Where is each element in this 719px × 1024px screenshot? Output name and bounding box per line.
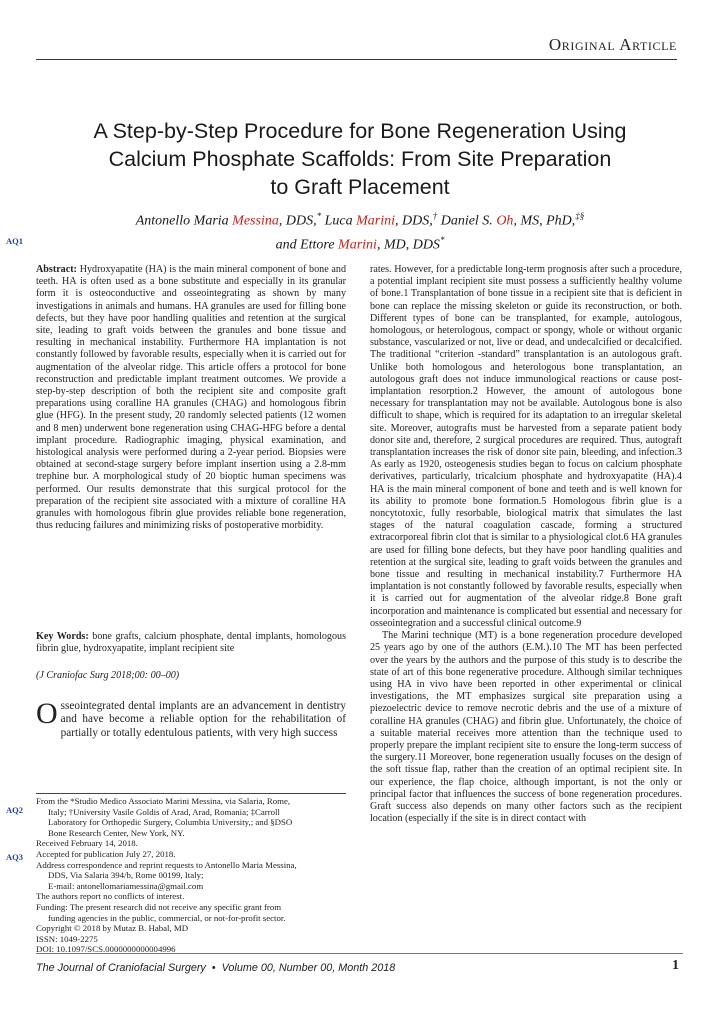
author-given: and Ettore — [275, 237, 339, 253]
keywords — [36, 631, 346, 655]
title-line: to Graft Placement — [270, 175, 450, 199]
footnote-line: funding agencies in the public, commercial, or not-for-profit sector. — [48, 912, 286, 923]
footnote-line: Funding: The present research did not receive any specific grant from — [36, 901, 282, 912]
footnote-doi[interactable]: DOI: 10.1097/SCS.0000000000004996 — [36, 944, 176, 955]
page-number: 1 — [672, 958, 679, 973]
footer-rule — [36, 953, 683, 954]
body-paragraph: rates. However, for a predictable long-term prognosis after such a procedure, a potential implant recipient site must possess a sufficiently healthy volume of bone.1 Transplantation of bone tissue in a recipient site that is deficient in bone can replace the missing skeleton or guide its reconstruction, or both. Different types of bone can be transplanted, for example, autologous, homologous, or heterologous, compact or spongy, whole or without organic substance, vascularized or not, live or dead, and undecalcified or decalcified. The traditional “criterion -standard” transplantation is an autologous graft. Unlike both homologous and heterologous bone transplantation, an autologous graft does not induce immunological reactions or cause post-implantation resorption.2 However, the amount of autologous bone necessary for transplantation may not be available. Autologous bone is also difficult to shape, which is required for its adaptation to an irregular skeletal site. Moreover, autografts must be harvested from a separate patient body donor site and, therefore, 2 surgical procedures are required. Thus, autograft transplantation increases the risk of donor site pain, bleeding, and infection.3 As early as 1920, osteogenesis studies began to focus on calcium phosphate derivatives, particularly, tricalcium phosphate and hydroxyapatite (HA).4 HA is the main mineral component of bone and teeth and is well known for its ability to promote bone formation.5 Homologous fibrin glue is a noncytotoxic, fully resorbable, biological matrix that simulates the last stages of the natural coagulation cascade, forming a structured extracorporeal fibrin clot that is similar to a physiological clot.6 HA granules are used for filling bone defects, but they have poor handling qualities and retention at the surgical site, leading to graft voids between the granules and bone tissue and resulting in mechanical instability.7 Furthermore HA implantation is not constantly followed by favorable results, especially when it is carried out for augmentation of the alveolar ridge.8 Bone graft incorporation and maintenance is complicated but essential and necessary for osseointegration and a successful clinical outcome.9 — [370, 264, 682, 629]
footnote-rule — [36, 793, 346, 794]
footnote-email[interactable]: E-mail: antonellomariamessina@gmail.com — [48, 880, 204, 891]
right-column — [370, 264, 682, 825]
author-query-marker[interactable]: AQ3 — [6, 852, 23, 862]
citation: (J Craniofac Surg 2018;00: 00–00) — [36, 670, 180, 681]
journal-volume: Volume 00, Number 00, Month 2018 — [221, 962, 396, 974]
abstract — [36, 264, 346, 532]
author-degree: , DDS, — [394, 213, 433, 229]
footnote-line: The authors report no conflicts of interest. — [36, 891, 185, 902]
intro-paragraph — [36, 697, 346, 740]
footer-bullet: • — [211, 962, 216, 974]
body-paragraph: The Marini technique (MT) is a bone regeneration procedure developed 25 years ago by one of the authors (E.M.).10 The MT has been perfected over the years by the authors and the purpose of this study is to describe the state of art of this bone regenerative procedure. Although similar techniques using HA in vivo have been reported in other experimental or clinical investigations, the MT emphasizes surgical site preparation using a piezoelectric device to remove necrotic debris and the use of a mixture of coralline HA granules (CHAG) and fibrin glue. Unfortunately, the choice of a suitable material receives more attention than the technique used to properly prepare the implant recipient site to ensure the long-term success of the surgery.11 Moreover, bone regeneration usually focuses on the design of the soft tissue flap, rather than the creation of an optimal recipient site. In our experience, the flap choice, although important, is not the only or principal factor that influences the success of bone regeneration procedures. Graft success also depends on many other factors such as the recipient location (especially if the site is in direct contact with — [370, 630, 682, 825]
affiliation-mark: † — [432, 211, 438, 221]
affiliation-mark: ‡§ — [575, 211, 585, 221]
title-line: Calcium Phosphate Scaffolds: From Site Preparation — [108, 147, 612, 171]
affiliation-mark: * — [316, 211, 322, 221]
author-family-link[interactable]: Oh — [496, 213, 514, 229]
author-family-link[interactable]: Marini — [356, 213, 395, 229]
author-query-marker[interactable]: AQ1 — [6, 236, 23, 246]
section-label: Original Article — [548, 35, 677, 54]
author-family-link[interactable]: Marini — [338, 237, 377, 253]
author-given: Daniel S. — [440, 213, 497, 229]
footnote-line: Received February 14, 2018. — [36, 838, 138, 849]
keywords-label: Key Words: — [36, 631, 89, 642]
title-line: A Step-by-Step Procedure for Bone Regeneration Using — [93, 119, 627, 143]
footnote-line: Copyright © 2018 by Mutaz B. Habal, MD — [36, 923, 189, 934]
affiliation-mark: * — [439, 234, 445, 245]
keywords-text: bone grafts, calcium phosphate, dental implants, homologous fibrin glue, hydroxyapatite, implant recipient site — [36, 631, 346, 655]
abstract-text: Hydroxyapatite (HA) is the main mineral component of bone and teeth. HA is often used as a bone substitute and especially in its granular form it is osteoconductive and osseointegrating as shown by many investigations in animals and humans. HA granules are used for filling bone defects, but they have poor handling qualities and retention at the surgical site, leading to graft voids between the granules and bone tissue and resulting in mechanical instability. Furthermore HA implantation is not constantly followed by favorable results, especially when it is carried out for augmentation of the alveolar ridge. This article offers a protocol for bone reconstruction and predictable implant treatment outcomes. We provide a step-by-step description of both the recipient site and composite graft preparations using coralline HA granules (CHAG) and homologous fibrin glue (HFG). In the present study, 20 randomly selected patients (12 women and 8 men) underwent bone regeneration using CHAG-HFG before a dental implant procedure. Radiographic imaging, physical examination, and histological analysis were performed during a 2-year period. Biopsies were obtained at second-stage surgery before implant insertion using a 2.8-mm trephine bur. A morphological study of 20 bioptic human specimens was performed. Our results demonstrate that this surgical protocol for the preparation of the recipient site associated with a mixture of coralline HA granules with homologous fibrin glue provides reliable bone regeneration, thus reducing failures and minimizing risks of postoperative morbidity. — [36, 264, 346, 532]
author-given: Luca — [324, 213, 357, 229]
abstract-label: Abstract: — [36, 264, 77, 275]
author-list — [20, 207, 700, 254]
author-line-2 — [20, 231, 700, 255]
footnote-line: Bone Research Center, New York, NY. — [48, 827, 185, 838]
journal-footer — [36, 962, 395, 974]
author-family-link[interactable]: Messina — [232, 213, 279, 229]
footnotes — [36, 796, 346, 955]
footnote-line: Laboratory for Orthopedic Surgery, Columbia University,; and §DSO — [48, 817, 293, 828]
footnote-line: Accepted for publication July 27, 2018. — [36, 848, 176, 859]
author-given: Antonello Maria — [135, 213, 233, 229]
intro-text: sseointegrated dental implants are an advancement in dentistry and have become a reliable option for the rehabilitation of partially or totally edentulous patients, with very high success — [60, 700, 346, 739]
footnote-line: DDS, Via Salaria 394/b, Rome 00199, Italy; — [48, 870, 204, 881]
footnote-line: Italy; †University Vasile Goldis of Arad, Arad, Romania; ‡Carroll — [48, 806, 280, 817]
journal-name: The Journal of Craniofacial Surgery — [36, 962, 206, 974]
footnote-line: ISSN: 1049-2275 — [36, 933, 98, 944]
footnote-line: From the *Studio Medico Associato Marini Messina, via Salaria, Rome, — [36, 796, 291, 806]
author-degree: , DDS, — [278, 213, 317, 229]
drop-cap: O — [36, 697, 58, 730]
author-line-1 — [20, 207, 700, 231]
article-title — [20, 117, 700, 201]
header-rule — [36, 59, 677, 60]
author-degree: , MD, DDS — [376, 237, 440, 253]
author-query-marker[interactable]: AQ2 — [6, 805, 23, 815]
footnote-line: Address correspondence and reprint requests to Antonello Maria Messina, — [36, 859, 297, 870]
author-degree: , MS, PhD, — [513, 213, 576, 229]
